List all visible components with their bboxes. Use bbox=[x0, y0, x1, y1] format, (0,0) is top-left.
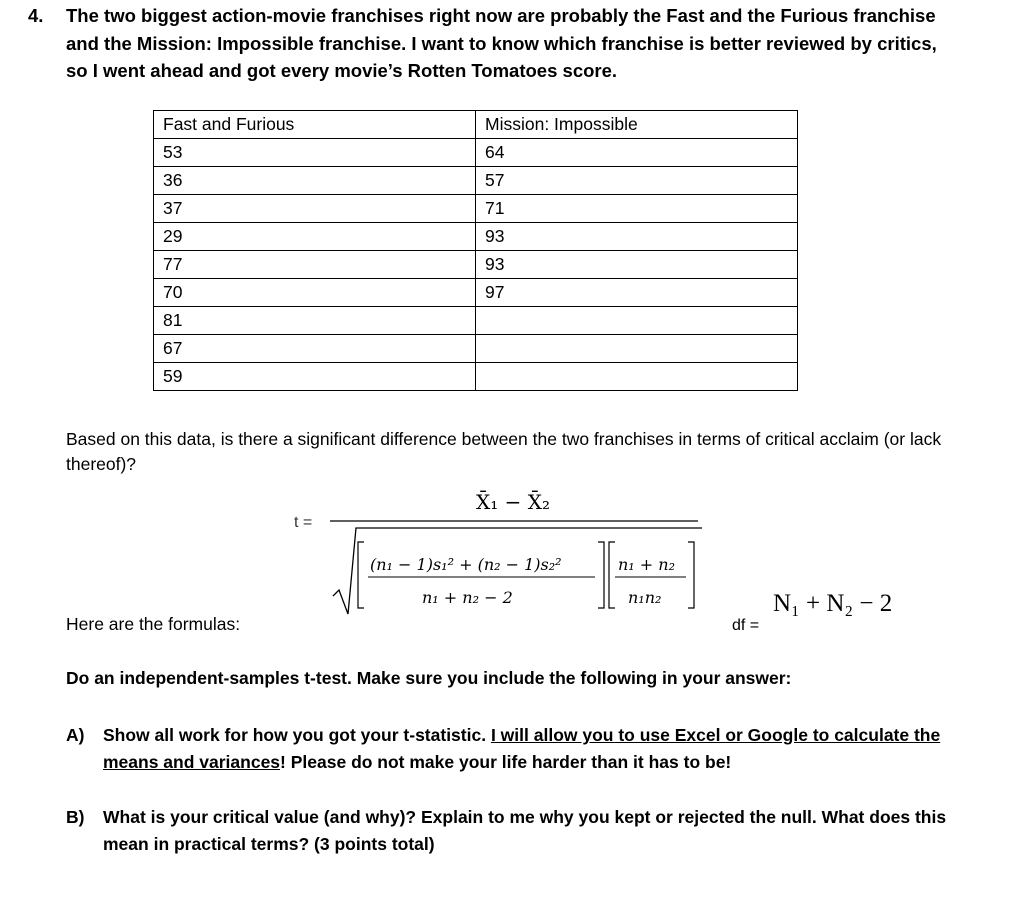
fast-furious-score: 59 bbox=[154, 363, 476, 391]
question-text: The two biggest action-movie franchises right now are probably the Fast and the Furious franchise and the Mission: Impossible franchise. I want to know which franchise is better reviewed by critics, so I went ahead and got every movie’s Rotten Tomatoes score. bbox=[66, 5, 937, 81]
fast-furious-score: 29 bbox=[154, 223, 476, 251]
mission-impossible-score: 64 bbox=[476, 139, 798, 167]
instructions: Do an independent-samples t-test. Make sure you include the following in your answer: bbox=[66, 668, 792, 688]
mission-impossible-score: 97 bbox=[476, 279, 798, 307]
fast-furious-score: 81 bbox=[154, 307, 476, 335]
prompt-text: Based on this data, is there a significant difference between the two franchises in terms of critical acclaim (or lack thereof)? bbox=[66, 429, 942, 474]
question-number: 4. bbox=[28, 5, 44, 26]
fast-furious-score: 77 bbox=[154, 251, 476, 279]
mission-impossible-score: 71 bbox=[476, 195, 798, 223]
mission-impossible-score: 93 bbox=[476, 251, 798, 279]
t-numerator: X̄₁ − X̄₂ bbox=[476, 490, 550, 514]
fast-furious-score: 70 bbox=[154, 279, 476, 307]
item-b bbox=[66, 804, 976, 864]
fast-furious-score: 36 bbox=[154, 167, 476, 195]
svg-text:(n₁ − 1)s₁² + (n₂ − 1)s₂²: (n₁ − 1)s₁² + (n₂ − 1)s₂² bbox=[370, 555, 562, 574]
mission-impossible-score: 93 bbox=[476, 223, 798, 251]
svg-text:n₁ + n₂ − 2: n₁ + n₂ − 2 bbox=[422, 588, 513, 607]
item-b-label: B) bbox=[66, 807, 85, 827]
df-expression: N₁ + N₂ − 2 bbox=[773, 590, 893, 617]
mission-impossible-score: 57 bbox=[476, 167, 798, 195]
t-label: t = bbox=[294, 514, 313, 531]
svg-text:n₁ + n₂: n₁ + n₂ bbox=[618, 555, 676, 574]
svg-text:n₁n₂: n₁n₂ bbox=[628, 588, 662, 607]
fast-furious-score: 37 bbox=[154, 195, 476, 223]
df-label: df = bbox=[732, 617, 760, 634]
item-a bbox=[66, 722, 976, 782]
item-a-label: A) bbox=[66, 725, 85, 745]
underlined-text: I will allow you to use Excel or Google to calculate the means and variances bbox=[103, 725, 941, 772]
formulas-label: Here are the formulas: bbox=[66, 614, 241, 634]
item-a-text: Show all work for how you got your t-statistic. I will allow you to use Excel or Google to calculate the means and variances! Please do not make your life harder than it has to be! bbox=[103, 725, 941, 772]
fast-furious-score: 53 bbox=[154, 139, 476, 167]
column-header: Mission: Impossible bbox=[476, 111, 798, 139]
fast-furious-score: 67 bbox=[154, 335, 476, 363]
item-b-text: What is your critical value (and why)? Explain to me why you kept or rejected the null. What does this mean in practical terms? (3 points total) bbox=[103, 807, 947, 854]
column-header: Fast and Furious bbox=[154, 111, 476, 139]
